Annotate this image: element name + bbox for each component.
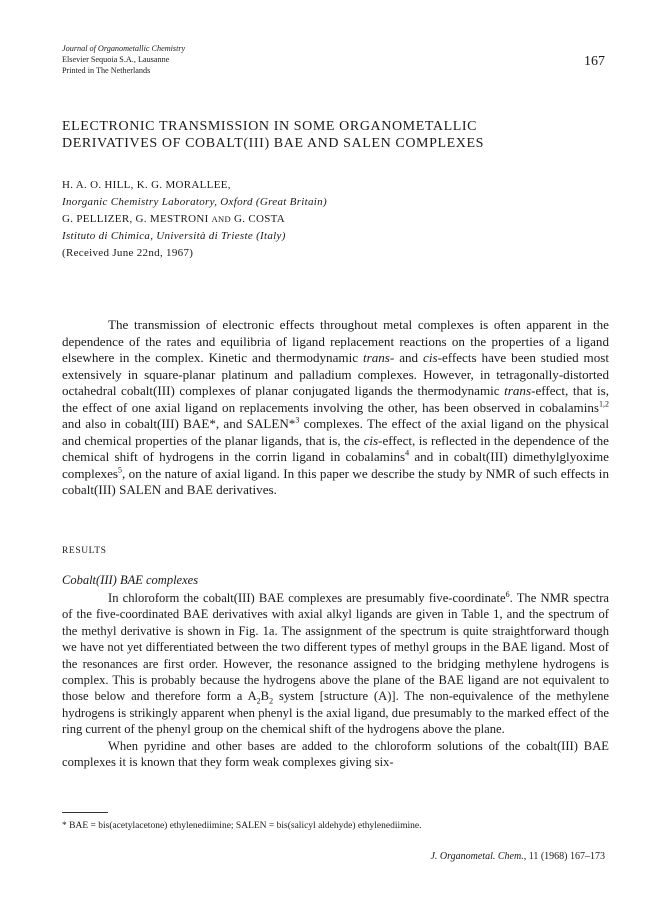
abstract-text-7: and in cobalt(III) dimethylglyoxime complexes — [62, 449, 609, 481]
footnote-rule — [62, 812, 108, 813]
results-text-3: B — [260, 689, 270, 704]
citation-journal: J. Organometal. Chem. — [430, 851, 524, 862]
title-line-1: ELECTRONIC TRANSMISSION IN SOME ORGANOMETALLIC — [62, 119, 478, 134]
reference-3: 3 — [295, 415, 300, 425]
subsection-heading: Cobalt(III) BAE complexes — [62, 573, 199, 587]
abstract-text-4: and also in cobalt(III) BAE*, and SALEN* — [62, 416, 296, 431]
footnote: * BAE = bis(acetylacetone) ethylenediimine; SALEN = bis(salicyl aldehyde) ethylenediimine. — [62, 821, 422, 831]
affiliation-2: Istituto di Chimica, Università di Trieste (Italy) — [62, 230, 286, 242]
results-heading: RESULTS — [62, 546, 107, 556]
cis-effect-term: cis- — [363, 432, 383, 448]
cis-term: cis- — [423, 350, 442, 365]
received-date: (Received June 22nd, 1967) — [62, 247, 194, 259]
abstract-text-1: The transmission of electronic effects throughout metal complexes is often apparent in the dependence of the rates and equilibria of ligand replacement reactions on the properties of a ligand elsewhere in the complex. Kinetic and thermodynamic — [62, 317, 609, 365]
abstract-text-8: , on the nature of axial ligand. In this paper we describe the study by NMR of such effects in cobalt(III) SALEN and BAE derivatives. — [62, 465, 609, 497]
authors-line-1: H. A. O. HILL, K. G. MORALLEE, — [62, 179, 231, 191]
journal-name: Journal of Organometallic Chemistry — [62, 44, 186, 53]
results-body — [62, 590, 609, 770]
journal-citation — [430, 851, 605, 862]
trans-effect-term: trans- — [504, 383, 536, 398]
subscript-b2: 2 — [269, 696, 274, 706]
publisher-line: Elsevier Sequoia S.A., Lausanne — [62, 55, 170, 64]
reference-6: 6 — [505, 589, 510, 599]
abstract-text-3: effect, that is, the effect of one axial ligand on replacements involving the other, has been observed in cobalamins — [62, 383, 609, 415]
abstract-and: and — [394, 350, 424, 365]
abstract-text-2: effects have been studied most extensively in square-planar platinum and palladium complexes. However, in tetragonally-distorted octahedral cobalt(III) complexes of planar conjugated ligands the thermodynamic — [62, 350, 610, 398]
printed-line: Printed in The Netherlands — [62, 66, 151, 75]
page-number: 167 — [584, 54, 605, 69]
results-paragraph-1 — [62, 590, 609, 738]
results-text-1: In chloroform the cobalt(III) BAE complexes are presumably five-coordinate — [108, 591, 506, 605]
citation-details: , 11 (1968) 167–173 — [523, 851, 605, 862]
article-title — [62, 118, 622, 152]
abstract-paragraph — [62, 317, 609, 499]
results-text-4: system [structure (A)]. The non-equivalence of the methylene hydrogens is strikingly apparent when phenyl is the axial ligand, due presumably to the marked effect of the ring current of the phenyl group on the chemical shift of the hydrogens above the plane. — [62, 689, 609, 737]
authors-line-2-end: G. COSTA — [233, 213, 286, 225]
results-paragraph-2: When pyridine and other bases are added to the chloroform solutions of the cobalt(III) BAE complexes it is known that they form weak complexes giving six- — [62, 738, 609, 770]
results-text-2: . The NMR spectra of the five-coordinated BAE derivatives with axial alkyl ligands are given in Table 1, and the spectrum of the methyl derivative is shown in Fig. 1a. The assignment of the spectrum is quite straightforward though we have not yet differentiated between the two different types of methyl groups in the BAE ligand. Most of the resonances are first order. However, the resonance assigned to the bridging methylene hydrogens is complex. This is probably because the hydrogens above the plane of the BAE ligand are not equivalent to those below and therefore form a A — [62, 591, 609, 704]
authors-and: AND — [211, 214, 231, 224]
authors-line-2 — [62, 211, 327, 228]
title-line-2: DERIVATIVES OF COBALT(III) BAE AND SALEN COMPLEXES — [62, 136, 485, 151]
reference-1-2: 1,2 — [599, 399, 609, 409]
affiliation-1: Inorganic Chemistry Laboratory, Oxford (Great Britain) — [62, 196, 327, 208]
trans-term: trans- — [362, 350, 395, 365]
reference-4: 4 — [405, 448, 410, 458]
reference-5: 5 — [118, 465, 122, 475]
journal-header — [62, 43, 185, 76]
authors-line-2-names: G. PELLIZER, G. MESTRONI — [62, 213, 209, 225]
subscript-a2: 2 — [256, 696, 261, 706]
author-block — [62, 177, 327, 262]
abstract-text-5: complexes. The effect of the axial ligand on the physical and chemical properties of the planar ligands, that is, the — [62, 416, 609, 448]
abstract — [62, 317, 609, 499]
abstract-text-6: effect, is reflected in the dependence of the chemical shift of hydrogens in the corrin ligand in cobalamins — [62, 432, 609, 464]
